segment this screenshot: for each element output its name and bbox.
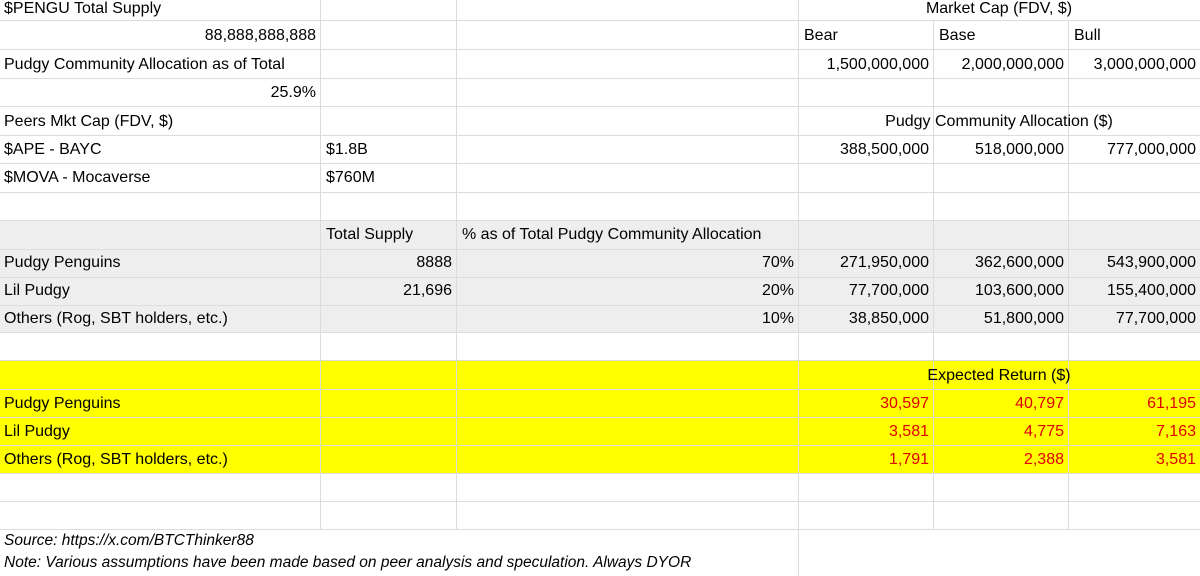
group-value-bear[interactable]: 38,850,000 bbox=[848, 310, 929, 327]
return-bull[interactable]: 7,163 bbox=[1155, 423, 1196, 440]
pct-allocation-header[interactable]: % as of Total Pudgy Community Allocation bbox=[462, 226, 762, 243]
group-value-base[interactable]: 362,600,000 bbox=[975, 254, 1064, 271]
peer-cap[interactable]: $1.8B bbox=[326, 141, 368, 158]
group-pct[interactable]: 70% bbox=[761, 254, 794, 271]
group-name[interactable]: Others (Rog, SBT holders, etc.) bbox=[4, 310, 228, 327]
scenario-base[interactable]: Base bbox=[939, 27, 976, 44]
pengu-supply-label[interactable]: $PENGU Total Supply bbox=[4, 0, 162, 17]
return-base[interactable]: 2,388 bbox=[1023, 451, 1064, 468]
community-alloc-value[interactable]: 25.9% bbox=[270, 84, 316, 101]
return-name[interactable]: Pudgy Penguins bbox=[4, 395, 121, 412]
group-value-base[interactable]: 51,800,000 bbox=[983, 310, 1064, 327]
market-cap-base[interactable]: 2,000,000,000 bbox=[961, 56, 1064, 73]
group-supply[interactable]: 21,696 bbox=[403, 282, 452, 299]
group-value-bull[interactable]: 543,900,000 bbox=[1107, 254, 1196, 271]
peers-label[interactable]: Peers Mkt Cap (FDV, $) bbox=[4, 113, 174, 130]
scenario-bull[interactable]: Bull bbox=[1074, 27, 1101, 44]
expected-return-header[interactable]: Expected Return ($) bbox=[927, 367, 1071, 384]
return-bear[interactable]: 1,791 bbox=[888, 451, 929, 468]
return-bull[interactable]: 3,581 bbox=[1155, 451, 1196, 468]
return-base[interactable]: 4,775 bbox=[1023, 423, 1064, 440]
market-cap-bull[interactable]: 3,000,000,000 bbox=[1093, 56, 1196, 73]
peer-cap[interactable]: $760M bbox=[326, 169, 375, 186]
row-line bbox=[0, 360, 1200, 361]
return-base[interactable]: 40,797 bbox=[1015, 395, 1064, 412]
group-value-base[interactable]: 103,600,000 bbox=[975, 282, 1064, 299]
group-value-bull[interactable]: 155,400,000 bbox=[1107, 282, 1196, 299]
pengu-supply-value[interactable]: 88,888,888,888 bbox=[204, 27, 316, 44]
source-note: Source: https://x.com/BTCThinker88 bbox=[4, 532, 254, 549]
market-cap-header[interactable]: Market Cap (FDV, $) bbox=[925, 0, 1073, 17]
group-value-bull[interactable]: 77,700,000 bbox=[1115, 310, 1196, 327]
community-alloc-bull[interactable]: 777,000,000 bbox=[1107, 141, 1196, 158]
group-value-bear[interactable]: 77,700,000 bbox=[848, 282, 929, 299]
assumption-note: Note: Various assumptions have been made based on peer analysis and speculation. Always DYOR bbox=[4, 554, 692, 571]
return-bull[interactable]: 61,195 bbox=[1147, 395, 1196, 412]
peer-name[interactable]: $MOVA - Mocaverse bbox=[4, 169, 151, 186]
community-alloc-bear[interactable]: 388,500,000 bbox=[840, 141, 929, 158]
group-value-bear[interactable]: 271,950,000 bbox=[840, 254, 929, 271]
return-bear[interactable]: 30,597 bbox=[880, 395, 929, 412]
community-alloc-header[interactable]: Pudgy Community Allocation ($) bbox=[885, 113, 1113, 130]
group-supply[interactable]: 8888 bbox=[416, 254, 452, 271]
community-alloc-base[interactable]: 518,000,000 bbox=[975, 141, 1064, 158]
group-pct[interactable]: 20% bbox=[761, 282, 794, 299]
group-name[interactable]: Lil Pudgy bbox=[4, 282, 70, 299]
group-pct[interactable]: 10% bbox=[761, 310, 794, 327]
row-line bbox=[0, 192, 1200, 193]
market-cap-bear[interactable]: 1,500,000,000 bbox=[826, 56, 929, 73]
return-bear[interactable]: 3,581 bbox=[888, 423, 929, 440]
total-supply-header[interactable]: Total Supply bbox=[326, 226, 414, 243]
scenario-bear[interactable]: Bear bbox=[804, 27, 838, 44]
row-line bbox=[0, 501, 1200, 502]
community-alloc-label[interactable]: Pudgy Community Allocation as of Total bbox=[4, 56, 285, 73]
peer-name[interactable]: $APE - BAYC bbox=[4, 141, 102, 158]
return-name[interactable]: Lil Pudgy bbox=[4, 423, 70, 440]
return-name[interactable]: Others (Rog, SBT holders, etc.) bbox=[4, 451, 228, 468]
group-name[interactable]: Pudgy Penguins bbox=[4, 254, 121, 271]
